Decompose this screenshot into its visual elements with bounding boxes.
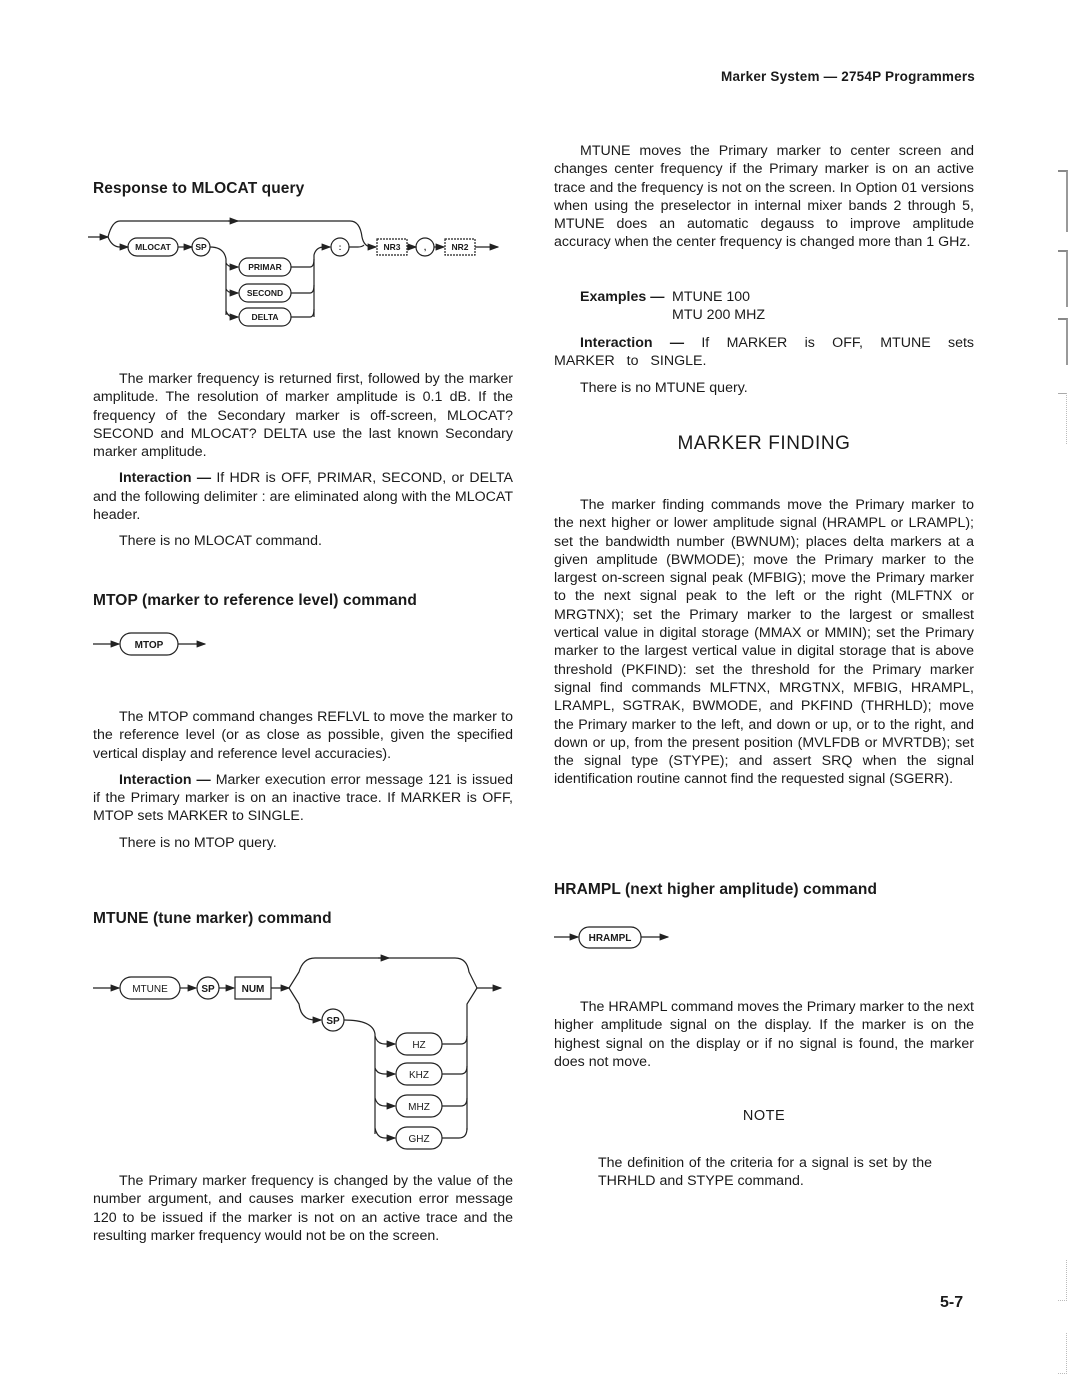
examples-label: Examples —	[580, 289, 665, 305]
mtune-description: The Primary marker frequency is changed by the value of the number argument, and causes marker execution error message 120 to be issued if the marker is not on an active trace and the resulting marker frequency would not be on the screen.	[93, 1173, 513, 1244]
node-sp-2: SP	[326, 1016, 340, 1027]
hrampl-section	[554, 998, 974, 1071]
node-mlocat: MLOCAT	[135, 242, 171, 252]
node-hrampl: HRAMPL	[588, 933, 632, 944]
mtop-description: The MTOP command changes REFLVL to move the marker to the reference level (or as close as possible, given the specified vertical display and reference level accuracies).	[93, 709, 513, 762]
mtune-interaction-section	[554, 334, 974, 397]
node-nr3: NR3	[383, 242, 401, 252]
marker-finding-description: The marker finding commands move the Primary marker to the next higher or lower amplitude signal (HRAMPL or LRAMPL); set the bandwidth number (BWNUM); places delta markers at a given amplitude (BWMODE); move the Primary marker to the largest on-screen signal peak (MFBIG); move the Primary marker to the next signal peak to the left or the right (MLFTNX or MRGTNX); set the Primary marker to the largest or smallest vertical value in digital storage (MMAX or MMIN); set the Primary marker to the largest vertical value in digital storage that is above threshold (PKFIND): set the threshold for the Primary marker signal find commands MLFTNX, MRGTNX, MFBIG, HRAMPL, LRAMPL, SGTRAK, BWMODE, and PKFIND (THRHLD); move the Primary marker to the left, and down or up, or to the right, and down or up, from the present position (MVLFDB or MVRTDB); set the signal type (STYPE); and assert SRQ when the signal identification routine cannot find the requested signal (SGERR).	[554, 497, 974, 788]
node-colon: :	[338, 242, 342, 252]
node-mtop: MTOP	[134, 640, 164, 651]
mtune-continued-section	[554, 142, 974, 252]
node-sp: SP	[195, 242, 207, 252]
binder-mark	[1058, 170, 1068, 232]
node-mhz: MHZ	[408, 1102, 430, 1113]
mlocat-note: There is no MLOCAT command.	[119, 533, 322, 550]
interaction-label: Interaction —	[119, 771, 211, 788]
example-1: MTUNE 100	[672, 289, 751, 305]
interaction-text: Marker execution error message 121 is issued if the Primary marker is on an inactive trace. If MARKER is OFF, MTOP sets MARKER to SINGLE.	[93, 771, 514, 825]
mtune-syntax-diagram	[93, 950, 513, 1155]
marker-finding-heading: MARKER FINDING	[677, 433, 851, 454]
interaction-text: If MARKER is OFF, MTUNE sets MARKER to SINGLE.	[554, 335, 974, 370]
node-khz: KHZ	[409, 1070, 429, 1081]
mlocat-description: The marker frequency is returned first, followed by the marker amplitude. The resolution of marker amplitude is 0.1 dB. If the frequency of the Secondary marker is off-screen, MLOCAT? SECOND and MLOCAT? DELTA use the last known Secondary marker amplitude.	[93, 371, 513, 461]
note-title: NOTE	[742, 1108, 786, 1124]
interaction-text: If HDR is OFF, PRIMAR, SECOND, or DELTA and the following delimiter : are eliminated along with the MLOCAT header.	[93, 470, 513, 524]
binder-mark	[1058, 1333, 1067, 1374]
hrampl-heading: HRAMPL (next higher amplitude) command	[554, 881, 878, 898]
mtop-interaction	[93, 771, 513, 826]
marker-finding-section	[554, 496, 974, 789]
node-primar: PRIMAR	[248, 262, 282, 272]
node-num: NUM	[241, 984, 265, 995]
note-text: The definition of the criteria for a signal is set by the THRHLD and STYPE command.	[598, 1155, 932, 1190]
example-2: MTU 200 MHZ	[672, 307, 766, 324]
node-mtune: MTUNE	[132, 984, 168, 995]
node-comma: ,	[423, 242, 427, 252]
node-nr2: NR2	[451, 242, 469, 252]
node-delta: DELTA	[251, 312, 279, 322]
mtop-heading: MTOP (marker to reference level) command	[93, 592, 417, 609]
mtop-note: There is no MTOP query.	[119, 834, 277, 851]
note-box	[598, 1154, 932, 1191]
mtop-section	[93, 708, 513, 852]
interaction-label: Interaction —	[580, 335, 685, 351]
node-sp: SP	[201, 984, 215, 995]
page-number: 5-7	[940, 1294, 964, 1311]
mtune-interaction	[554, 334, 974, 371]
mlocat-syntax-diagram	[88, 215, 513, 330]
binder-mark	[1058, 1260, 1067, 1301]
mlocat-interaction	[93, 469, 513, 524]
binder-mark	[1058, 393, 1067, 444]
binder-mark	[1058, 250, 1068, 307]
mtune-center-screen-text: MTUNE moves the Primary marker to center screen and changes center frequency if the Primary marker is on an active trace and the frequency is not on the screen. In Option 01 versions when using the preselector in internal mixer bands 2 through 5, MTUNE does an automatic degauss to improve amplitude accuracy when the center frequency is changed more than 1 GHz.	[554, 143, 974, 251]
mlocat-response-heading: Response to MLOCAT query	[93, 180, 305, 197]
mtop-syntax-diagram	[93, 630, 223, 660]
mlocat-response-section	[93, 370, 513, 551]
mtune-note: There is no MTUNE query.	[580, 379, 748, 396]
interaction-label: Interaction —	[119, 470, 212, 487]
node-second: SECOND	[246, 288, 284, 298]
hrampl-syntax-diagram	[554, 924, 679, 952]
binder-mark	[1058, 318, 1068, 365]
mtune-heading: MTUNE (tune marker) command	[93, 910, 332, 927]
mtune-left-section	[93, 1172, 513, 1245]
hrampl-description: The HRAMPL command moves the Primary marker to the next higher amplitude signal on the display. If the marker is on the highest signal on the display or if no signal is found, the marker does not move.	[554, 999, 974, 1070]
node-ghz: GHZ	[408, 1134, 430, 1145]
node-hz: HZ	[412, 1040, 426, 1051]
running-header: Marker System — 2754P Programmers	[721, 69, 975, 84]
mtune-examples	[580, 288, 765, 325]
